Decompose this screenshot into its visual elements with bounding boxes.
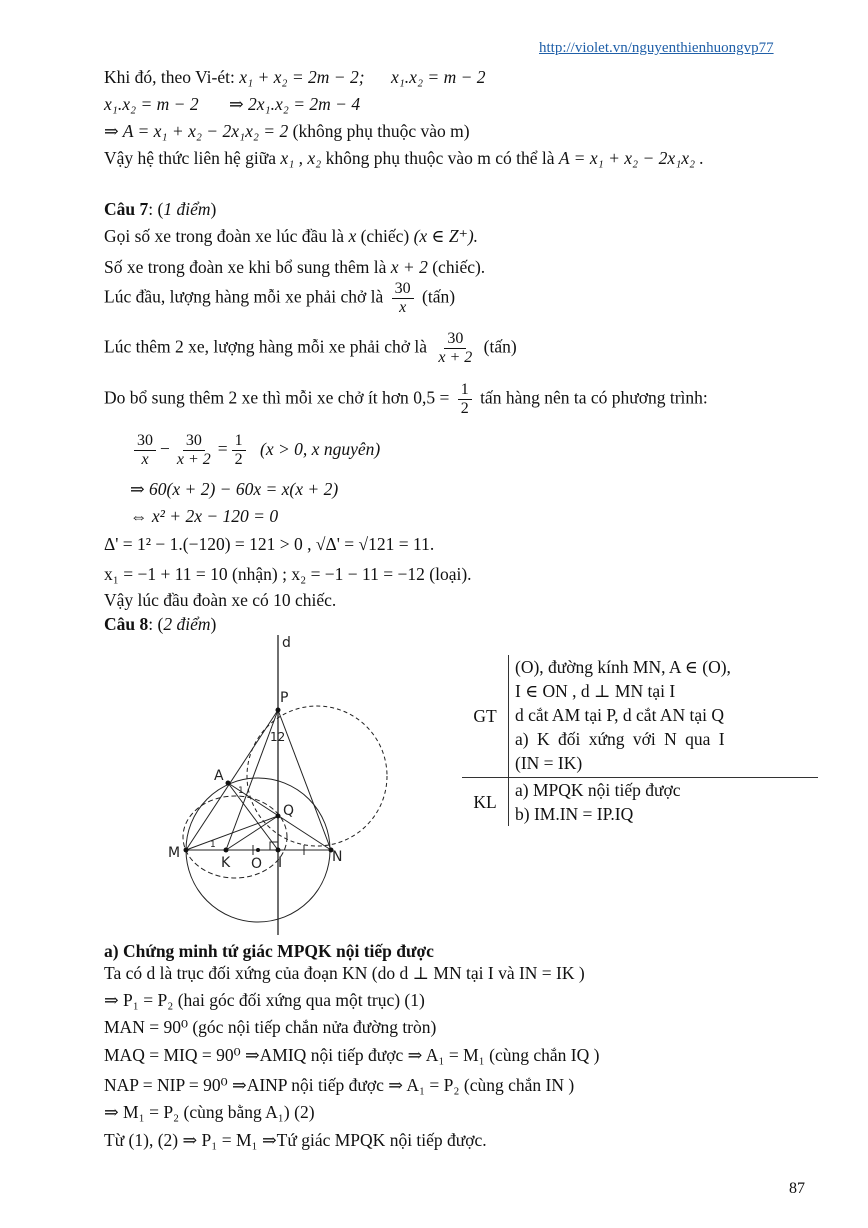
cau7-line-3 (104, 280, 455, 317)
cau7-title: Câu 7 (104, 199, 149, 219)
label-p: P (280, 690, 289, 706)
proof-line: ⇒ P₁ = P₂ (hai góc đối xứng qua một trục) (1) (104, 990, 425, 1010)
fraction-numerator: 30 (444, 330, 466, 349)
cau8-title: Câu 8 (104, 614, 149, 634)
part-a-title: a) Chứng minh tứ giác MPQK nội tiếp được (104, 941, 434, 961)
cau7-eq3-text: ⇔ x² + 2x − 120 = 0 (130, 506, 279, 526)
gt-line: d cắt AM tại P, d cắt AN tại Q (515, 705, 725, 725)
cau7-l2-text: Số xe trong đoàn xe khi bổ sung thêm là (104, 257, 391, 277)
cau7-l1-cond: (x ∈ Z⁺). (413, 226, 479, 246)
eq-fraction-2 (174, 432, 214, 469)
proof-line: ⇒ M₁ = P₂ (cùng bằng A₁) (2) (104, 1102, 315, 1122)
cau7-l2-unit: (chiếc). (427, 257, 486, 277)
kl-cell (508, 778, 818, 826)
label-i: I (278, 855, 283, 871)
label-k: K (221, 855, 231, 871)
header-url-link[interactable]: http://violet.vn/nguyenthienhuongvp77 (539, 40, 774, 56)
gt-row (462, 655, 818, 777)
proof-line: NAP = NIP = 90⁰ ⇒AINP nội tiếp được ⇒ A₁ = P₂ (cùng chắn IN ) (104, 1075, 575, 1095)
equation-line: $\frac{30}{x}$ − $\frac{30}{x + 2}$ = $\frac{1}{2}$ (x > 0, x nguyên) (130, 432, 380, 469)
cau7-l1-text: Gọi số xe trong đoàn xe lúc đầu là (104, 226, 349, 246)
point-q (276, 814, 281, 819)
point-p (276, 708, 281, 713)
gt-line: I ∈ ON , d ⊥ MN tại I (515, 681, 676, 701)
gt-line: (IN = IK) (515, 753, 583, 773)
fraction-numerator: 1 (232, 432, 246, 451)
segment-ai (228, 783, 278, 850)
circle-amiq (183, 796, 287, 878)
fraction-denominator: x + 2 (176, 451, 211, 468)
cau7-l5-text: Do bổ sung thêm 2 xe thì mỗi xe chở ít hơn (104, 387, 414, 408)
point-k (224, 848, 229, 853)
label-a-angle: 1 (238, 786, 244, 796)
label-o: O (251, 856, 263, 872)
cau7-line-5 (104, 381, 708, 418)
gt-kl-table (462, 655, 818, 826)
label-p-angles: 12 (270, 730, 286, 744)
cau7-l2-expr: x + 2 (390, 257, 428, 277)
fraction-denominator: 2 (460, 400, 469, 417)
cau7-line-4 (104, 330, 517, 367)
eq-fraction-1 (134, 432, 156, 469)
fraction-denominator: 2 (234, 451, 243, 468)
gt-line: a) K đối xứng với N qua I (515, 729, 725, 749)
cau7-heading: Câu 7: (1 điểm) (104, 199, 217, 219)
cau7-l1-var: x (348, 226, 357, 246)
relation-text-1: Vậy hệ thức liên hệ giữa (104, 148, 281, 168)
label-m: M (168, 845, 181, 861)
point-a (226, 781, 231, 786)
cau7-conclusion-text: Vậy lúc đầu đoàn xe có 10 chiếc. (104, 590, 337, 610)
cau7-eq4 (104, 533, 434, 555)
fraction-denominator: x + 2 (438, 349, 473, 366)
gt-line: (O), đường kính MN, A ∈ (O), (515, 657, 731, 677)
fraction-denominator: x (399, 299, 407, 316)
cau7-l4-unit: (tấn) (483, 336, 517, 357)
a-expression-eq: ⇒ A = x₁ + x₂ − 2x₁x₂ = 2 (104, 121, 289, 141)
label-m-angle: 1 (210, 840, 216, 850)
proof-line: MAN = 90⁰ (góc nội tiếp chắn nửa đường tròn) (104, 1017, 437, 1037)
cau7-l5-eq: 0,5 = (413, 387, 450, 408)
point-i (276, 848, 281, 853)
vieta-prefix: Khi đó, theo Vi-ét: (104, 67, 240, 87)
label-n: N (332, 849, 343, 865)
segment-mq (186, 816, 278, 850)
cau7-l3-text: Lúc đầu, lượng hàng mỗi xe phải chở là (104, 286, 384, 307)
cau7-l1-unit: (chiếc) (356, 226, 414, 246)
label-a: A (214, 768, 224, 784)
circle-ainp (247, 706, 387, 846)
gt-label: GT (473, 705, 497, 726)
product-line (104, 93, 360, 115)
product-eq: x₁.x₂ = m − 2 (104, 94, 199, 114)
segment-mp (186, 710, 278, 850)
cau7-points: 1 điểm (163, 199, 211, 219)
kl-line: b) IM.IN = IP.IQ (515, 804, 634, 824)
cau8-heading: Câu 8: (2 điểm) (104, 614, 217, 634)
relation-text-2: không phụ thuộc vào m có thể là (321, 148, 559, 168)
cau7-eq5-text: x₁ = −1 + 11 = 10 (nhận) ; x₂ = −1 − 11 = −12 (loại). (104, 564, 472, 584)
vieta-sum-eq: x₁ + x₂ = 2m − 2; (239, 67, 365, 87)
fraction-30-over-x-plus-2 (435, 330, 475, 367)
relation-vars: x₁ , x₂ (280, 148, 322, 168)
fraction-numerator: 30 (392, 280, 414, 299)
proof-line: Ta có d là trục đối xứng của đoạn KN (do d ⊥ MN tại I và IN = IK ) (104, 963, 585, 983)
cau7-eq2-text: ⇒ 60(x + 2) − 60x = x(x + 2) (130, 479, 339, 499)
fraction-numerator: 1 (458, 381, 472, 400)
cau7-l3-unit: (tấn) (422, 286, 456, 307)
fraction-30-over-x (392, 280, 414, 317)
kl-label: KL (473, 791, 497, 812)
fraction-numerator: 30 (183, 432, 205, 451)
cau7-eq2 (130, 478, 338, 500)
a-expression-note: (không phụ thuộc vào m) (288, 121, 470, 141)
cau7-conclusion (104, 589, 336, 611)
cau7-eq3 (130, 505, 278, 527)
relation-conclusion-line (104, 147, 704, 169)
vieta-product-eq: x₁.x₂ = m − 2 (390, 67, 486, 87)
point-m (184, 848, 189, 853)
fraction-one-half (458, 381, 472, 418)
double-product-eq: ⇒ 2x₁.x₂ = 2m − 4 (228, 94, 361, 114)
kl-line: a) MPQK nội tiếp được (515, 780, 681, 800)
cau7-eq5 (104, 563, 472, 585)
proof-line: Từ (1), (2) ⇒ P₁ = M₁ ⇒Tứ giác MPQK nội tiếp được. (104, 1130, 487, 1150)
gt-cell (508, 655, 818, 777)
a-expression-line (104, 120, 470, 142)
relation-eq: A = x₁ + x₂ − 2x₁x₂ . (558, 148, 704, 168)
cau7-eq4-text: Δ' = 1² − 1.(−120) = 121 > 0 , √Δ' = √121 = 11. (104, 534, 435, 554)
equation-condition: (x > 0, x nguyên) (260, 438, 381, 459)
cau7-l4-text: Lúc thêm 2 xe, lượng hàng mỗi xe phải chở là (104, 336, 427, 357)
cau8-points: 2 điểm (163, 614, 211, 634)
page-number: 87 (789, 1180, 805, 1197)
vieta-line (104, 66, 486, 88)
label-d: d (282, 635, 291, 651)
cau7-line-1 (104, 225, 478, 247)
cau7-line-2 (104, 256, 485, 278)
cau7-l5-tail: tấn hàng nên ta có phương trình: (480, 387, 708, 408)
point-o (256, 848, 260, 852)
proof-line: MAQ = MIQ = 90⁰ ⇒AMIQ nội tiếp được ⇒ A₁ = M₁ (cùng chắn IQ ) (104, 1045, 600, 1065)
fraction-numerator: 30 (134, 432, 156, 451)
geometry-diagram (150, 630, 400, 935)
fraction-denominator: x (141, 451, 149, 468)
eq-fraction-3 (232, 432, 246, 469)
label-q: Q (283, 803, 295, 819)
kl-row (462, 777, 818, 826)
